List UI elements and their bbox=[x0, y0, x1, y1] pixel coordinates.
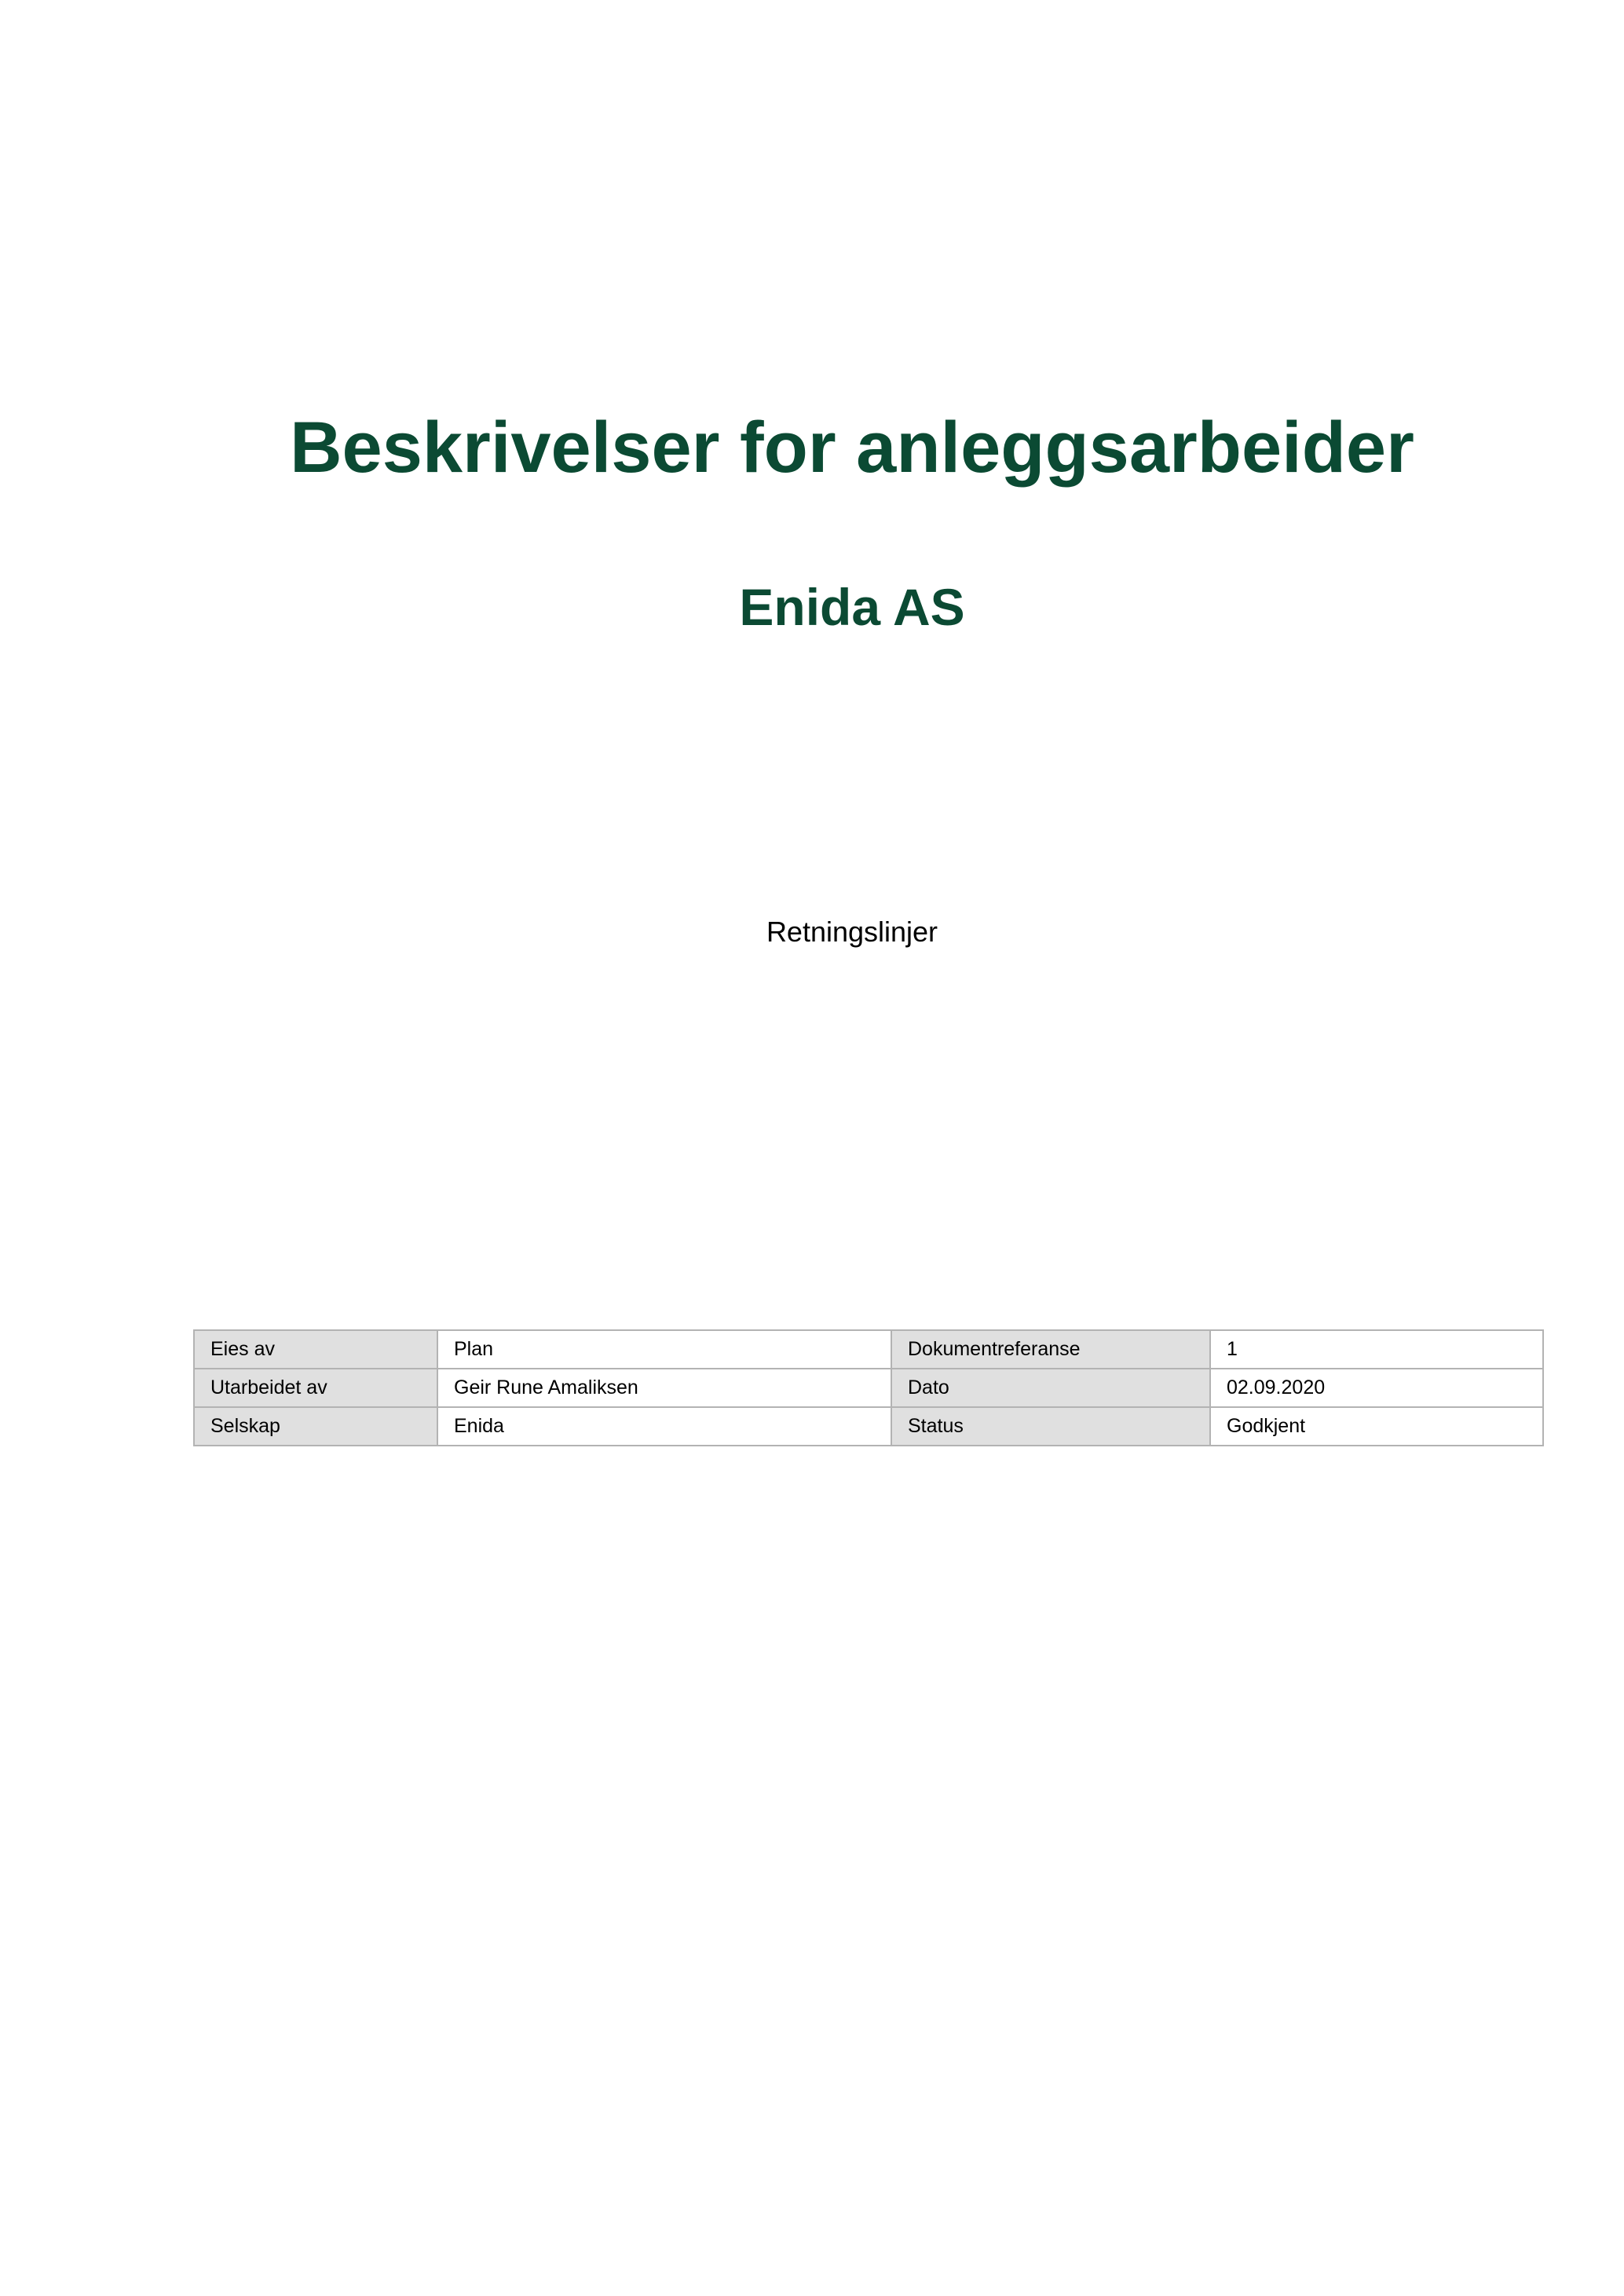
owner-value: Plan bbox=[437, 1330, 891, 1369]
doc-reference-label: Dokumentreferanse bbox=[891, 1330, 1210, 1369]
author-value: Geir Rune Amaliksen bbox=[437, 1369, 891, 1407]
table-row bbox=[194, 1369, 1543, 1407]
status-value: Godkjent bbox=[1210, 1407, 1543, 1446]
document-metadata-table bbox=[193, 1329, 1544, 1446]
date-value: 02.09.2020 bbox=[1210, 1369, 1543, 1407]
author-label: Utarbeidet av bbox=[194, 1369, 437, 1407]
doc-reference-value: 1 bbox=[1210, 1330, 1543, 1369]
company-name: Enida AS bbox=[739, 578, 965, 636]
company-label: Selskap bbox=[194, 1407, 437, 1446]
company-value: Enida bbox=[437, 1407, 891, 1446]
owner-label: Eies av bbox=[194, 1330, 437, 1369]
table-row bbox=[194, 1330, 1543, 1369]
document-type: Retningslinjer bbox=[766, 916, 938, 948]
table-row bbox=[194, 1407, 1543, 1446]
date-label: Dato bbox=[891, 1369, 1210, 1407]
document-title: Beskrivelser for anleggsarbeider bbox=[290, 408, 1414, 488]
status-label: Status bbox=[891, 1407, 1210, 1446]
